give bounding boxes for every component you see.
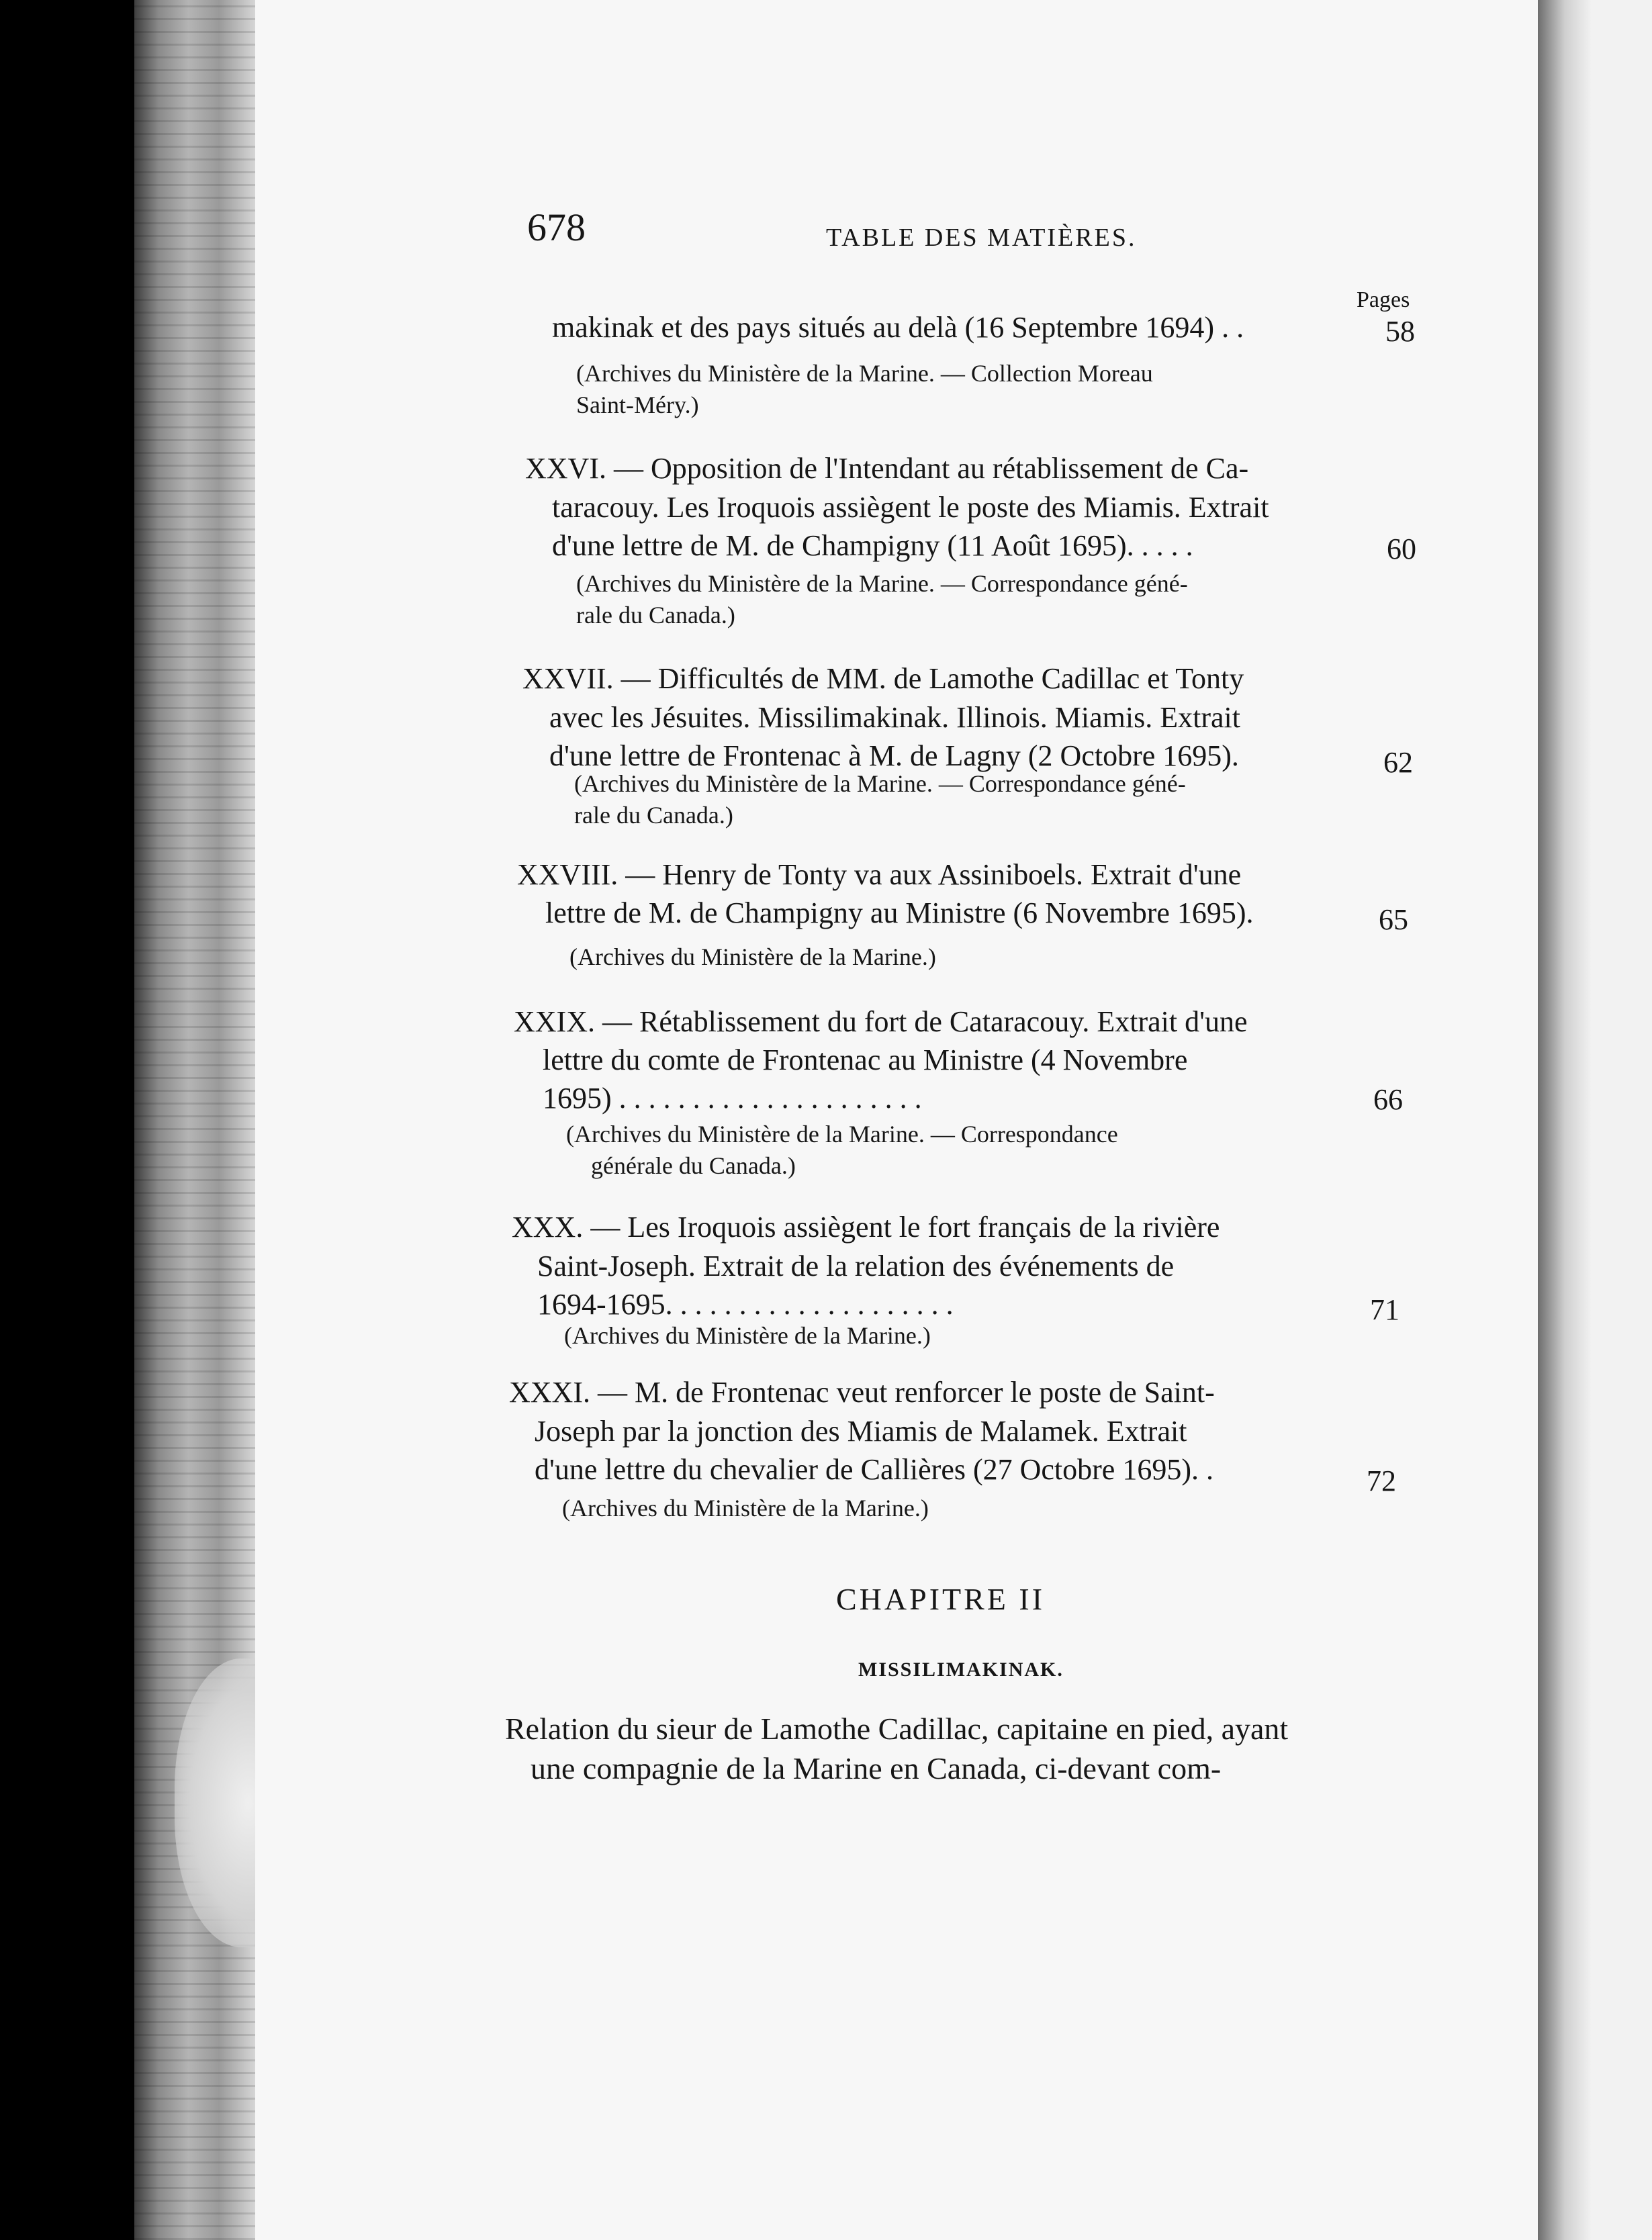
entry-source: (Archives du Ministère de la Marine. — Correspondance [566, 1121, 1118, 1148]
entry-line: XXIX. — Rétablissement du fort de Cataracouy. Extrait d'une [514, 1005, 1248, 1038]
entry-source: (Archives du Ministère de la Marine.) [564, 1322, 931, 1349]
facing-page-edge [1538, 0, 1652, 2240]
entry-source: Saint-Méry.) [576, 391, 699, 418]
entry-line: XXXI. — M. de Frontenac veut renforcer le poste de Saint- [509, 1376, 1215, 1409]
entry-line: lettre du comte de Frontenac au Ministre (4 Novembre [543, 1043, 1188, 1076]
entry-source: générale du Canada.) [591, 1152, 796, 1179]
running-title: TABLE DES MATIÈRES. [826, 224, 1137, 252]
entry-line: d'une lettre de M. de Champigny (11 Août 1695). . . . . [552, 529, 1193, 562]
body-line: Relation du sieur de Lamothe Cadillac, capitaine en pied, ayant [505, 1712, 1289, 1746]
entry-line: 1694-1695. . . . . . . . . . . . . . . . . . . . [537, 1288, 954, 1321]
body-line: une compagnie de la Marine en Canada, ci-devant com- [531, 1751, 1222, 1785]
entry-source: (Archives du Ministère de la Marine. — Correspondance géné- [574, 770, 1186, 797]
entry-line: XXVI. — Opposition de l'Intendant au rétablissement de Ca- [525, 452, 1249, 485]
entry-line: lettre de M. de Champigny au Ministre (6 Novembre 1695). [545, 896, 1254, 929]
pages-column-label: Pages [1357, 287, 1410, 312]
page-number: 678 [527, 205, 586, 249]
entry-source: (Archives du Ministère de la Marine.) [569, 943, 936, 970]
chapter-title: CHAPITRE II [836, 1582, 1046, 1616]
entry-source: (Archives du Ministère de la Marine.) [562, 1495, 929, 1522]
entry-source: (Archives du Ministère de la Marine. — Correspondance géné- [576, 570, 1188, 597]
entry-page-number: 65 [1379, 903, 1408, 936]
entry-line: makinak et des pays situés au delà (16 Septembre 1694) . . [552, 311, 1244, 344]
entry-line: d'une lettre de Frontenac à M. de Lagny (2 Octobre 1695). [549, 739, 1239, 772]
entry-line: d'une lettre du chevalier de Callières (27 Octobre 1695). . [535, 1453, 1213, 1486]
entry-line: XXX. — Les Iroquois assiègent le fort français de la rivière [512, 1211, 1220, 1244]
entry-line: Saint-Joseph. Extrait de la relation des événements de [537, 1250, 1175, 1282]
entry-page-number: 60 [1387, 532, 1416, 565]
entry-page-number: 66 [1373, 1083, 1403, 1116]
entry-page-number: 71 [1370, 1293, 1399, 1326]
entry-line: taracouy. Les Iroquois assiègent le poste des Miamis. Extrait [552, 491, 1269, 524]
entry-page-number: 72 [1367, 1464, 1396, 1497]
entry-line: XXVII. — Difficultés de MM. de Lamothe Cadillac et Tonty [522, 662, 1244, 695]
entry-line: Joseph par la jonction des Miamis de Malamek. Extrait [535, 1415, 1187, 1448]
entry-line: 1695) . . . . . . . . . . . . . . . . . . . . . [543, 1082, 922, 1115]
entry-source: rale du Canada.) [576, 602, 735, 628]
entry-page-number: 62 [1383, 746, 1413, 779]
entry-line: avec les Jésuites. Missilimakinak. Illinois. Miamis. Extrait [549, 701, 1240, 734]
chapter-subtitle: MISSILIMAKINAK. [858, 1659, 1064, 1681]
entry-line: XXVIII. — Henry de Tonty va aux Assiniboels. Extrait d'une [517, 858, 1242, 891]
entry-source: rale du Canada.) [574, 802, 733, 829]
entry-source: (Archives du Ministère de la Marine. — Collection Moreau [576, 360, 1153, 387]
entry-page-number: 58 [1385, 315, 1415, 348]
